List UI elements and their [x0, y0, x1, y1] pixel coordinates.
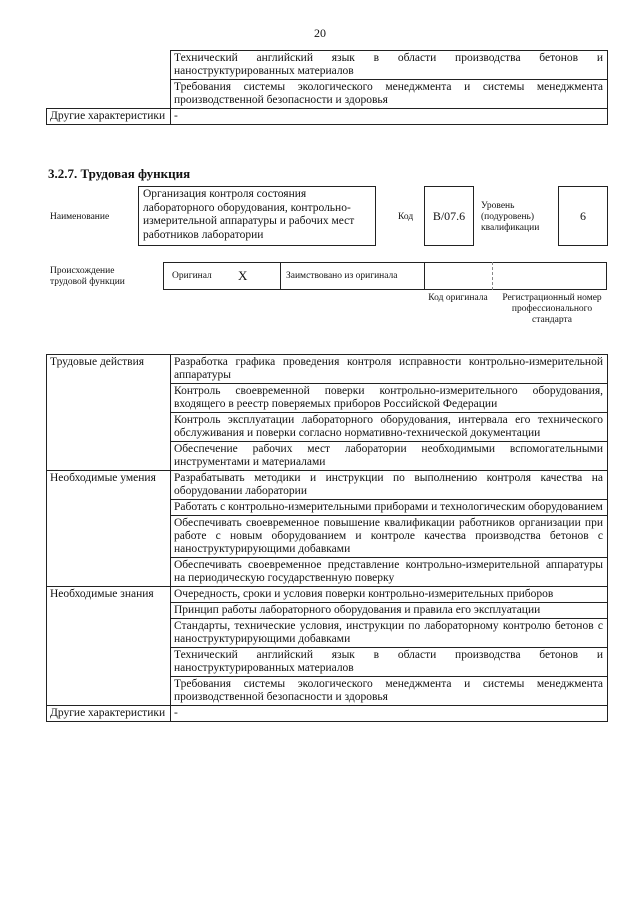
table-cell: - — [171, 706, 608, 722]
origin-divider — [424, 262, 425, 290]
top-cell: Технический английский язык в области производства бетонов и наноструктурированных материалов — [171, 51, 608, 80]
level-value: 6 — [580, 209, 586, 223]
level-box — [558, 186, 608, 246]
page-number: 20 — [314, 26, 326, 40]
table-cell: Очередность, сроки и условия поверки контрольно-измерительных приборов — [171, 587, 608, 603]
function-name-box — [138, 186, 376, 246]
row-label-knowledge: Необходимые знания — [47, 587, 171, 706]
origin-divider — [280, 262, 281, 290]
table-cell: Принцип работы лабораторного оборудования и правила его эксплуатации — [171, 603, 608, 619]
original-label: Оригинал — [172, 271, 212, 281]
table-cell: Технический английский язык в области производства бетонов и наноструктурированных материалов — [171, 648, 608, 677]
top-empty-label — [47, 51, 171, 109]
code-value: B/07.6 — [432, 209, 466, 223]
table-cell: Обеспечение рабочих мест лаборатории необходимыми вспомогательными инструментами и материалами — [171, 442, 608, 471]
level-label: Уровень (подуровень) квалификации — [481, 201, 540, 233]
top-other-value: - — [171, 109, 608, 125]
reg-number-caption: Регистрационный номер профессионального стандарта — [502, 293, 602, 325]
table-cell: Стандарты, технические условия, инструкции по лабораторному контролю бетонов с наноструктурирующими добавками — [171, 619, 608, 648]
function-name: Организация контроля состояния лабораторного оборудования, контрольно-измерительной аппаратуры и рабочих мест работников лаборатории — [143, 188, 355, 241]
row-label-skills: Необходимые умения — [47, 471, 171, 587]
top-continuation-table — [46, 50, 608, 125]
code-box — [424, 186, 474, 246]
origin-label: Происхождение трудовой функции — [50, 266, 125, 287]
section-title: 3.2.7. Трудовая функция — [48, 166, 191, 181]
table-cell: Контроль своевременной поверки контрольно-измерительного оборудования, входящего в реестр поверяемых приборов Российской Федерации — [171, 384, 608, 413]
top-other-label: Другие характеристики — [47, 109, 171, 125]
table-cell: Работать с контрольно-измерительными приборами и технологическим оборудованием — [171, 500, 608, 516]
row-label-actions: Трудовые действия — [47, 355, 171, 471]
table-cell: Обеспечивать своевременное повышение квалификации работников организации при работе с новым оборудованием и контроле качества производства бетонов с наноструктурирующими добавками — [171, 516, 608, 558]
code-label: Код — [398, 212, 414, 222]
original-mark: X — [238, 268, 248, 283]
table-cell: Требования системы экологического менеджмента и системы менеджмента производственной безопасности и здоровья — [171, 677, 608, 706]
table-cell: Разработка графика проведения контроля исправности контрольно-измерительной аппаратуры — [171, 355, 608, 384]
origin-dashed-divider — [492, 262, 493, 290]
table-cell: Контроль эксплуатации лабораторного оборудования, интервала его технического обслуживания и поверки согласно нормативно-технической документации — [171, 413, 608, 442]
code-original-caption: Код оригинала — [428, 293, 488, 303]
main-function-table — [46, 354, 608, 722]
name-label: Наименование — [50, 212, 110, 222]
borrowed-label: Заимствовано из оригинала — [286, 271, 398, 281]
table-cell: Разрабатывать методики и инструкции по выполнению контроля качества на оборудовании лаборатории — [171, 471, 608, 500]
table-cell: Обеспечивать своевременное представление контрольно-измерительной аппаратуры на периодическую государственную поверку — [171, 558, 608, 587]
top-cell: Требования системы экологического менеджмента и системы менеджмента производственной безопасности и здоровья — [171, 80, 608, 109]
row-label-other: Другие характеристики — [47, 706, 171, 722]
